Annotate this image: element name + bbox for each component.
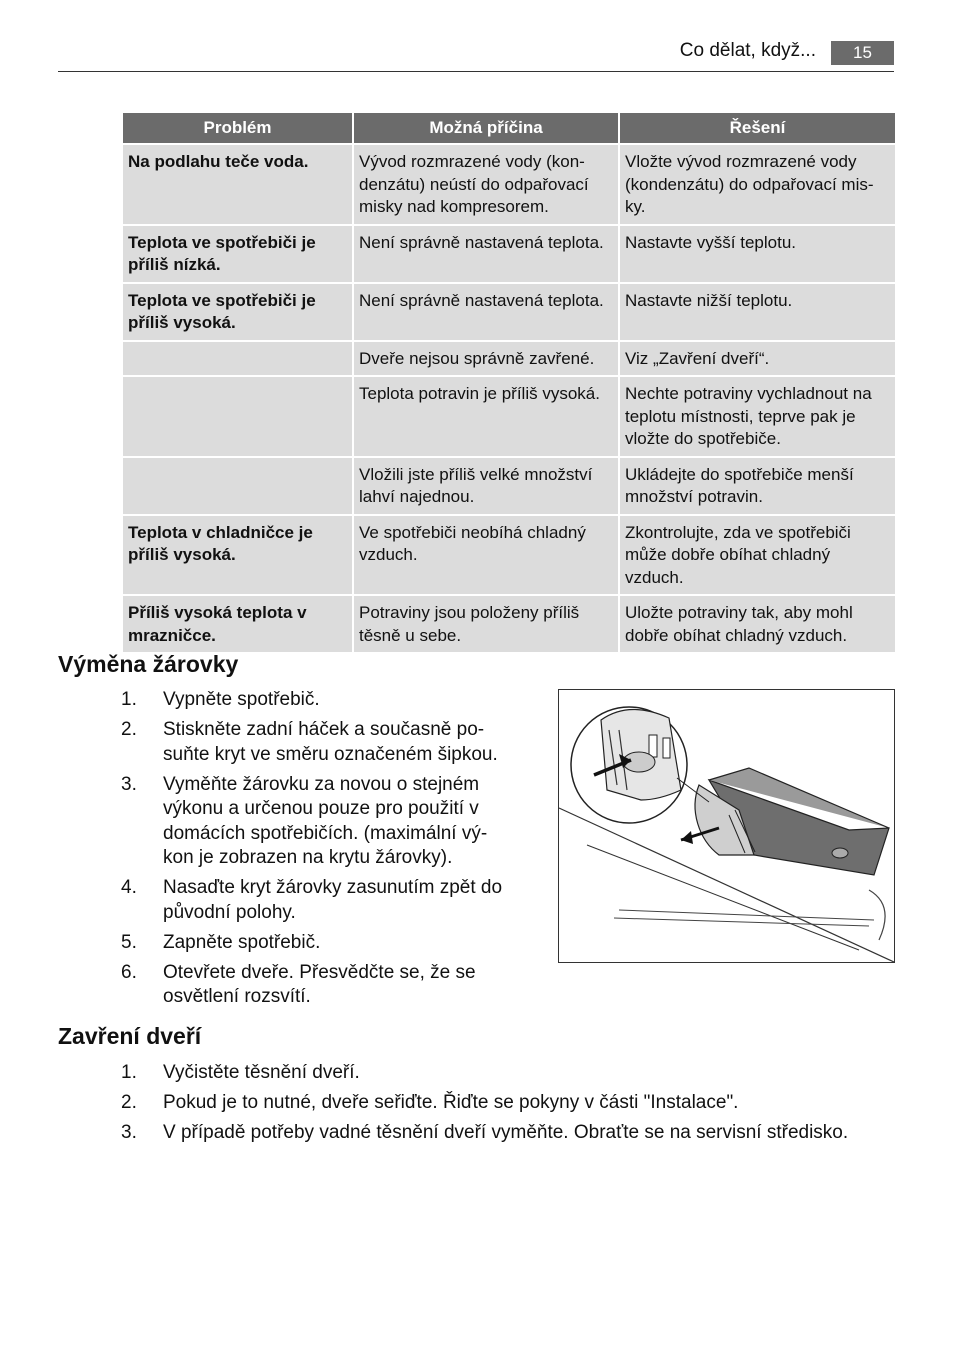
- header-divider: [58, 71, 894, 72]
- cause-cell: Není správně nastavená teplota.: [354, 284, 618, 340]
- problem-cell: Příliš vysoká teplota v mrazničce.: [123, 596, 352, 652]
- table-row: [123, 596, 895, 652]
- cause-cell: Není správně nastavená teplota.: [354, 226, 618, 282]
- solution-cell: Zkontrolujte, zda ve spotřebiči může dobře obíhat chladný vzduch.: [620, 516, 895, 595]
- table-row: [123, 284, 895, 340]
- solution-cell: Nechte potraviny vychladnout na teplotu místnosti, teprve pak je vložte do spotřebiče.: [620, 377, 895, 456]
- list-item: 3. Vyměňte žárovku za novou o stejném výkonu a určenou pouze pro použití v domácích spotřebičích. (maximální vý- kon je zobrazen na krytu žárovky).: [121, 773, 488, 868]
- door-section-heading: Zavření dveří: [58, 1023, 202, 1049]
- problem-cell: Teplota ve spotřebiči je příliš nízká.: [123, 226, 352, 282]
- cause-cell: Potraviny jsou položeny příliš těsně u sebe.: [354, 596, 618, 652]
- troubleshooting-table: [121, 111, 897, 654]
- list-item: 5. Zapněte spotřebič.: [121, 931, 321, 953]
- list-item: 2. Stiskněte zadní háček a současně po- suňte kryt ve směru označeném šipkou.: [121, 719, 498, 765]
- page-number: 15: [831, 41, 894, 65]
- table-row: [123, 458, 895, 514]
- problem-cell: Teplota ve spotřebiči je příliš vysoká.: [123, 284, 352, 340]
- solution-cell: Vložte vývod rozmrazené vody (kondenzátu) do odpařovací mis- ky.: [620, 145, 895, 224]
- section-title: Co dělat, když...: [679, 40, 816, 61]
- column-header-problem: Problém: [123, 113, 352, 143]
- problem-cell: [123, 377, 352, 456]
- list-item: 1. Vyčistěte těsnění dveří.: [121, 1062, 360, 1083]
- list-item: 4. Nasaďte kryt žárovky zasunutím zpět do původní polohy.: [121, 877, 503, 923]
- list-item: 2. Pokud je to nutné, dveře seřiďte. Řiďte se pokyny v části "Instalace".: [121, 1092, 739, 1113]
- table-row: [123, 342, 895, 376]
- table-row: [123, 377, 895, 456]
- list-item: 1. Vypněte spotřebič.: [121, 689, 320, 710]
- column-header-solution: Řešení: [620, 113, 895, 143]
- bulb-section-heading: Výměna žárovky: [58, 651, 239, 677]
- list-item: 6. Otevřete dveře. Přesvědčte se, že se osvětlení rozsvítí.: [121, 961, 476, 1007]
- list-item: 3. V případě potřeby vadné těsnění dveří vyměňte. Obraťte se na servisní středisko.: [121, 1122, 849, 1143]
- column-header-cause: Možná příčina: [354, 113, 618, 143]
- problem-cell: Teplota v chladničce je příliš vysoká.: [123, 516, 352, 595]
- solution-cell: Nastavte nižší teplotu.: [620, 284, 895, 340]
- door-steps-list: [121, 1061, 901, 1151]
- cause-cell: Vložili jste příliš velké množství lahví najednou.: [354, 458, 618, 514]
- table-header-row: [123, 113, 895, 143]
- table-row: [123, 226, 895, 282]
- solution-cell: Uložte potraviny tak, aby mohl dobře obíhat chladný vzduch.: [620, 596, 895, 652]
- solution-cell: Viz „Zavření dveří“.: [620, 342, 895, 376]
- table-row: [123, 516, 895, 595]
- cause-cell: Vývod rozmrazené vody (kon- denzátu) neústí do odpařovací misky nad kompresorem.: [354, 145, 618, 224]
- solution-cell: Nastavte vyšší teplotu.: [620, 226, 895, 282]
- problem-cell: Na podlahu teče voda.: [123, 145, 352, 224]
- cause-cell: Dveře nejsou správně zavřené.: [354, 342, 618, 376]
- cause-cell: Teplota potravin je příliš vysoká.: [354, 377, 618, 456]
- bulb-cover-illustration: [558, 689, 895, 963]
- lamp-cover-drawing: [559, 690, 894, 962]
- solution-cell: Ukládejte do spotřebiče menší množství potravin.: [620, 458, 895, 514]
- problem-cell: [123, 458, 352, 514]
- table-row: [123, 145, 895, 224]
- bulb-steps-list: [121, 688, 521, 1015]
- cause-cell: Ve spotřebiči neobíhá chladný vzduch.: [354, 516, 618, 595]
- problem-cell: [123, 342, 352, 376]
